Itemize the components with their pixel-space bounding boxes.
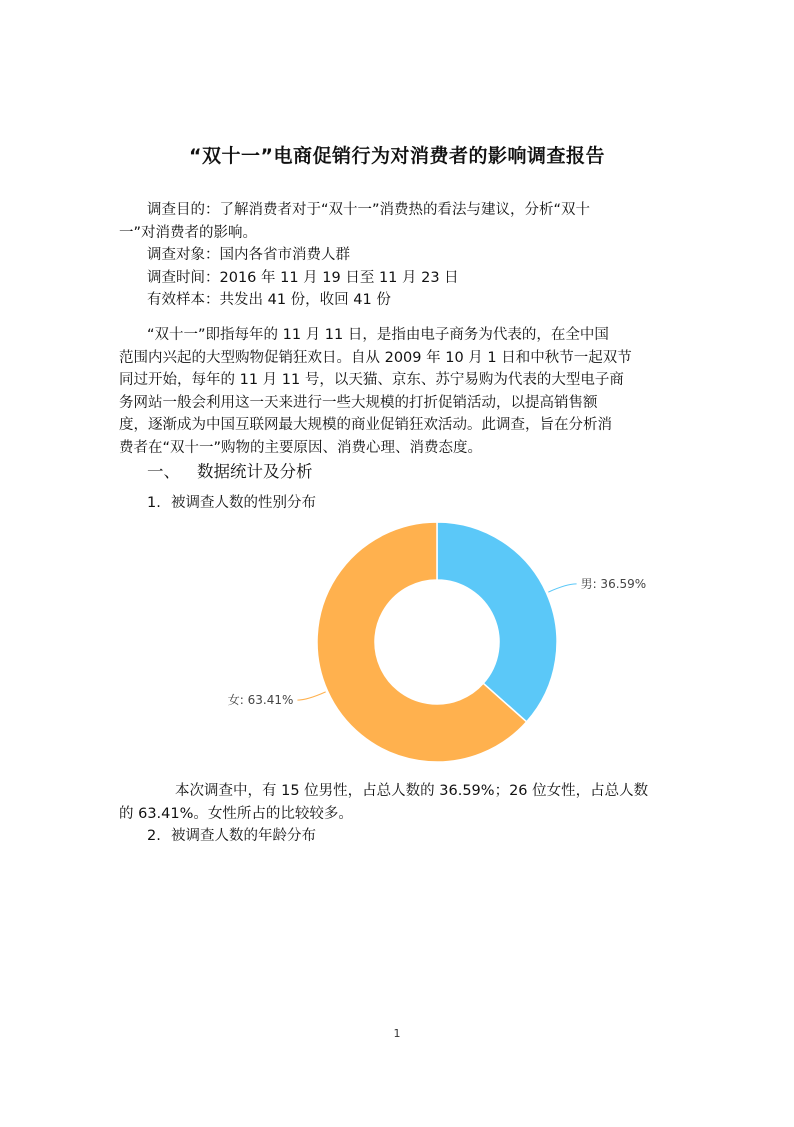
subsection-title: 被调查人数的年龄分布 xyxy=(171,828,316,844)
intro-line: 同过开始，每年的 11 月 11 号，以天猫、京东、苏宁易购为代表的大型电子商 xyxy=(119,372,624,388)
document-title: “双十一”电商促销行为对消费者的影响调查报告 xyxy=(189,145,605,167)
pie-data-label: 男: 36.59% xyxy=(580,576,647,591)
pie-slice-male xyxy=(437,522,557,722)
survey-purpose-line1: 调查目的：了解消费者对于“双十一”消费热的看法与建议，分析“双十 xyxy=(147,202,591,218)
survey-subject: 调查对象：国内各省市消费人群 xyxy=(147,247,350,263)
analysis-line: 的 63.41%。女性所占的比较较多。 xyxy=(119,805,353,822)
section-title: 数据统计及分析 xyxy=(197,462,313,481)
section-number: 一、 xyxy=(147,462,180,481)
intro-line: “双十一”即指每年的 11 月 11 日，是指由电子商务为代表的，在全中国 xyxy=(147,327,609,343)
survey-sample: 有效样本：共发出 41 份，收回 41 份 xyxy=(147,292,391,308)
analysis-line: 本次调查中，有 15 位男性，占总人数的 36.59%；26 位女性，占总人数 xyxy=(175,783,649,799)
pie-leader-line xyxy=(297,692,325,700)
subsection-number: 2. xyxy=(147,828,161,844)
intro-line: 范围内兴起的大型购物促销狂欢日。自从 2009 年 10 月 1 日和中秋节一起双节 xyxy=(119,349,632,366)
intro-line: 务网站一般会利用这一天来进行一些大规模的打折促销活动，以提高销售额 xyxy=(119,394,598,411)
subsection-heading-age xyxy=(147,824,316,845)
pie-data-label: 女: 63.41% xyxy=(227,693,294,708)
page-number: 1 xyxy=(393,1027,401,1040)
intro-line: 费者在“双十一”购物的主要原因、消费心理、消费态度。 xyxy=(119,439,483,456)
subsection-number: 1. xyxy=(147,495,161,511)
intro-line: 度，逐渐成为中国互联网最大规模的商业促销狂欢活动。此调查，旨在分析消 xyxy=(119,417,612,433)
subsection-title: 被调查人数的性别分布 xyxy=(171,495,316,511)
survey-purpose-line2: 一”对消费者的影响。 xyxy=(119,224,258,241)
survey-time: 调查时间：2016 年 11 月 19 日至 11 月 23 日 xyxy=(147,269,459,286)
pie-leader-line xyxy=(548,584,576,592)
analysis-paragraph xyxy=(119,780,675,825)
